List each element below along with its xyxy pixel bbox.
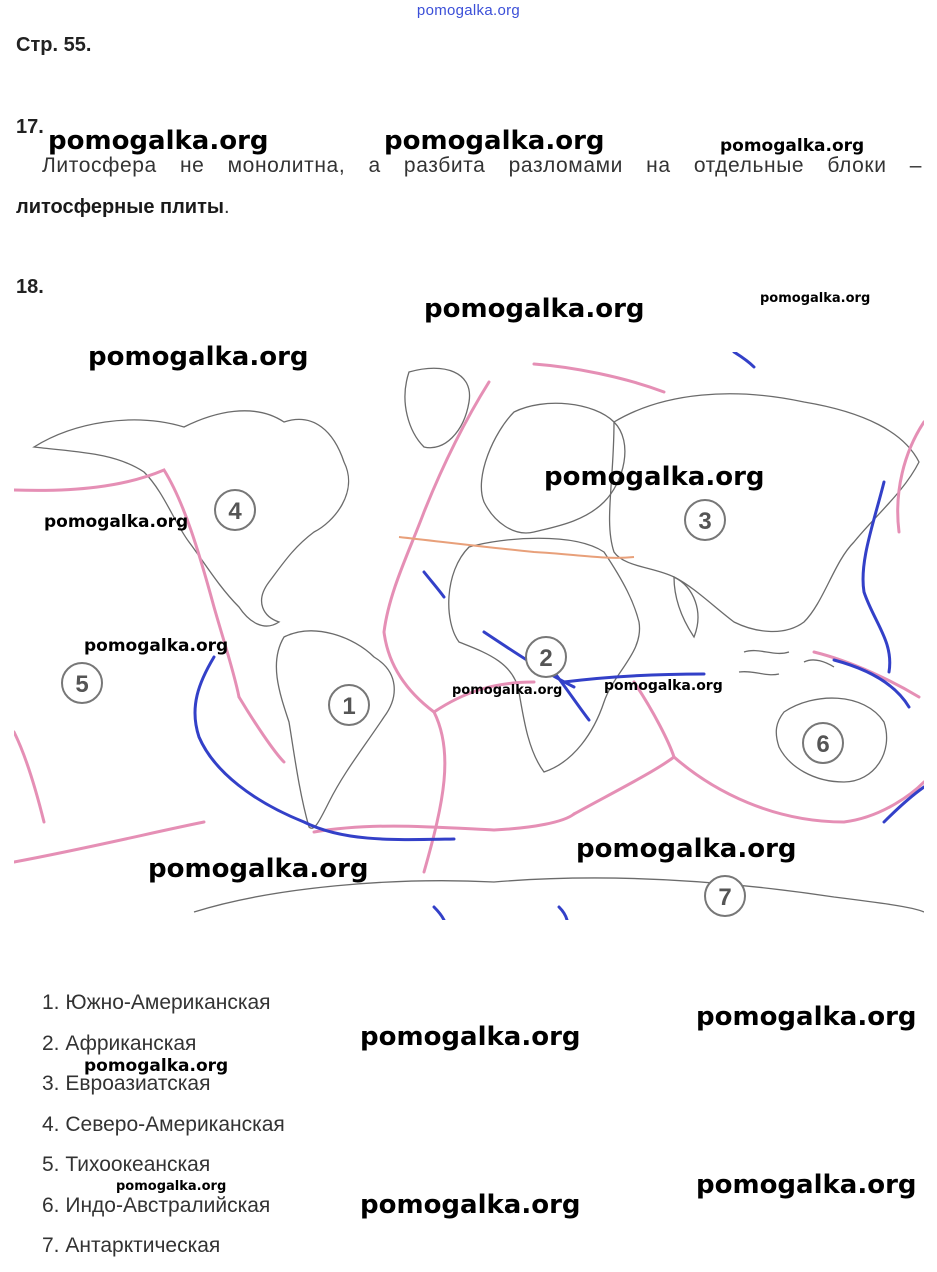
watermark: pomogalka.org [576, 834, 797, 864]
plate-item-5: 5. Тихоокеанская [42, 1153, 211, 1176]
plate-marker-2-label: 2 [539, 645, 553, 672]
watermark: pomogalka.org [44, 512, 189, 532]
plate-item-6: 6. Индо-Австралийская [42, 1193, 271, 1217]
plate-marker-5-label: 5 [75, 671, 89, 698]
question-17-answer [16, 196, 230, 219]
plate-marker-4-label: 4 [228, 498, 242, 525]
watermark: pomogalka.org [696, 1170, 917, 1200]
watermark: pomogalka.org [360, 1022, 581, 1052]
answer-end: . [223, 196, 230, 218]
plate-marker-7 [705, 876, 745, 916]
watermark: pomogalka.org [116, 1179, 227, 1194]
watermark: pomogalka.org [760, 291, 871, 306]
plate-item-7: 7. Антарктическая [42, 1234, 221, 1257]
plate-marker-5 [62, 663, 102, 703]
answer-term: литосферные плиты [16, 196, 224, 218]
plate-item-4: 4. Северо-Американская [42, 1112, 285, 1136]
watermark: pomogalka.org [88, 342, 309, 372]
question-18-number: 18. [16, 276, 44, 298]
watermark: pomogalka.org [48, 126, 269, 156]
watermark: pomogalka.org [84, 1056, 229, 1076]
watermark: pomogalka.org [84, 636, 229, 656]
page-label: Стр. 55. [16, 34, 92, 56]
plate-item-1: 1. Южно-Американская [42, 991, 271, 1014]
plate-marker-6 [803, 723, 843, 763]
watermark: pomogalka.org [384, 126, 605, 156]
watermark: pomogalka.org [544, 462, 765, 492]
plate-marker-4 [215, 490, 255, 530]
watermark: pomogalka.org [452, 683, 563, 698]
watermark: pomogalka.org [148, 854, 369, 884]
question-17-number: 17. [16, 116, 44, 138]
watermark: pomogalka.org [720, 136, 865, 156]
plate-marker-7-label: 7 [718, 884, 732, 911]
top-watermark: pomogalka.org [416, 2, 521, 19]
plate-item-2: 2. Африканская [42, 1031, 197, 1055]
watermark: pomogalka.org [360, 1190, 581, 1220]
plate-marker-3-label: 3 [698, 508, 712, 535]
plate-marker-2 [526, 637, 566, 677]
plate-marker-1-label: 1 [342, 693, 356, 720]
plate-item-3: 3. Евроазиатская [42, 1072, 211, 1095]
plate-marker-1 [329, 685, 369, 725]
plate-marker-6-label: 6 [816, 731, 830, 758]
plate-marker-3 [685, 500, 725, 540]
question-17-text: Литосфера не монолитна, а разбита разломами на отдельные блоки – [42, 154, 922, 177]
plates-list [42, 988, 285, 1272]
watermark: pomogalka.org [696, 1002, 917, 1032]
watermark: pomogalka.org [604, 678, 723, 694]
watermark: pomogalka.org [424, 294, 645, 324]
